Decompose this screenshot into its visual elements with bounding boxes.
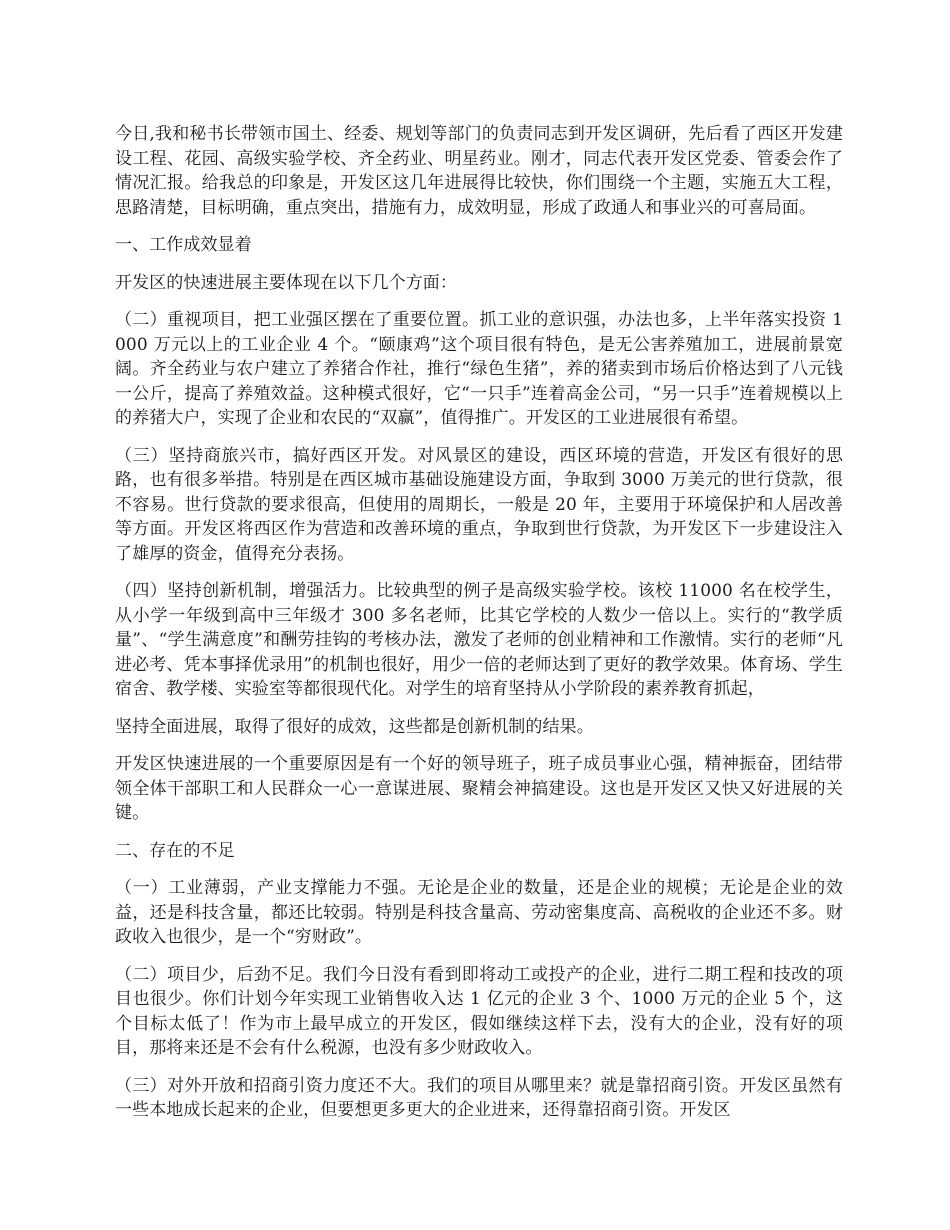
document-body — [115, 122, 843, 1136]
paragraph-west-district: （三）坚持商旅兴市，搞好西区开发。对风景区的建设，西区环境的营造，开发区有很好的思路，也有很多举措。特别是在西区城市基础设施建设方面，争取到 3000 万美元的世行贷款，很不容易。世行贷款的要求很高，但使用的周期长，一般是 20 年，主要用于环境保护和人居改善等方面。开发区将西区作为营造和改善环境的重点，争取到世行贷款，为开发区下一步建设注入了雄厚的资金，值得充分表扬。 — [115, 445, 843, 564]
achievements-intro-paragraph: 开发区的快速进展主要体现在以下几个方面： — [115, 272, 457, 293]
paragraph-few-projects: （二）项目少，后劲不足。我们今日没有看到即将动工或投产的企业，进行二期工程和技改的项目也很少。你们计划今年实现工业销售收入达 1 亿元的企业 3 个、1000 万元的企业 5 个，这个目标太低了！作为市上最早成立的开发区，假如继续这样下去，没有大的企业，没有好的项目，那将来还是不会有什么税源，也没有多少财政收入。 — [115, 964, 843, 1058]
paragraph-industry-projects: （二）重视项目，把工业强区摆在了重要位置。抓工业的意识强，办法也多，上半年落实投资 1000 万元以上的工业企业 4 个。“颐康鸡”这个项目很有特色，是无公害养殖加工，进展前景宽阔。齐全药业与农户建立了养猪合作社，推行“绿色生猪”，养的猪卖到市场后价格达到了八元钱一公斤，提高了养殖效益。这种模式很好，它“一只手”连着高金公司，“另一只手”连着规模以上的养猪大户，实现了企业和农民的“双赢”，值得推广。开发区的工业进展很有希望。 — [115, 310, 843, 428]
paragraph-innovation-mechanism: （四）坚持创新机制，增强活力。比较典型的例子是高级实验学校。该校 11000 名在校学生，从小学一年级到高中三年级才 300 多名老师，比其它学校的人数少一倍以上。实行的“教学质量”、“学生满意度”和酬劳挂钩的考核办法，激发了老师的创业精神和工作激情。实行的老师“凡进必考、凭本事择优录用”的机制也很好，用少一倍的老师达到了更好的教学效果。体育场、学生宿舍、教学楼、实验室等都很现代化。对学生的培育坚持从小学阶段的素养教育抓起， — [115, 581, 843, 699]
section-heading-shortcomings: 二、存在的不足 — [115, 840, 235, 861]
section-heading-achievements: 一、工作成效显着 — [115, 235, 252, 255]
intro-paragraph: 今日,我和秘书长带领市国土、经委、规划等部门的负责同志到开发区调研，先后看了西区开发建设工程、花园、高级实验学校、齐全药业、明星药业。刚才，同志代表开发区党委、管委会作了情况汇报。给我总的印象是，开发区这几年进展得比较快，你们围绕一个主题，实施五大工程，思路清楚，目标明确，重点突出，措施有力，成效明显，形成了政通人和事业兴的可喜局面。 — [115, 124, 843, 218]
paragraph-overall-development: 坚持全面进展，取得了很好的成效，这些都是创新机制的结果。 — [115, 716, 594, 737]
paragraph-weak-industry: （一）工业薄弱，产业支撑能力不强。无论是企业的数量，还是企业的规模；无论是企业的效益，还是科技含量，都还比较弱。特别是科技含量高、劳动密集度高、高税收的企业还不多。财政收入也很少，是一个“穷财政”。 — [115, 878, 843, 947]
paragraph-opening-up: （三）对外开放和招商引资力度还不大。我们的项目从哪里来？就是靠招商引资。开发区虽然有一些本地成长起来的企业，但要想更多更大的企业进来，还得靠招商引资。开发区 — [115, 1075, 843, 1120]
paragraph-leadership: 开发区快速进展的一个重要原因是有一个好的领导班子，班子成员事业心强，精神振奋，团结带领全体干部职工和人民群众一心一意谋进展、聚精会神搞建设。这也是开发区又快又好进展的关键。 — [115, 754, 843, 823]
